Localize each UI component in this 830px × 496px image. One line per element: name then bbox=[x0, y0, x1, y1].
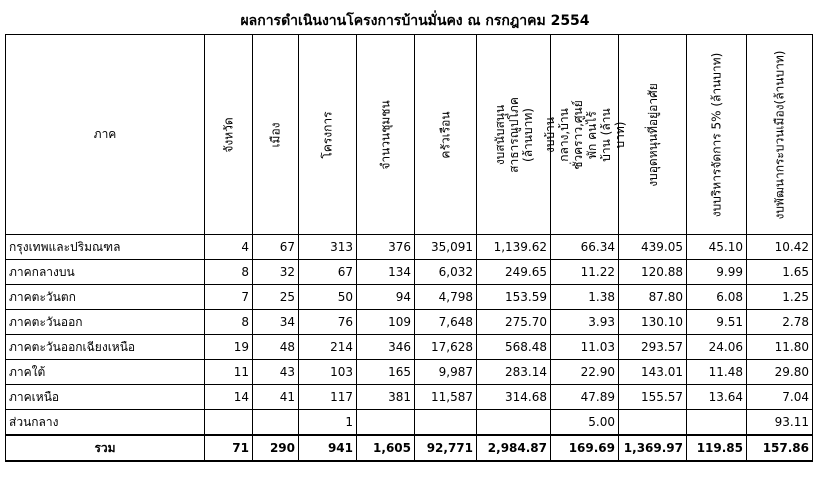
header-central-housing-budget: งบบ้านกลาง,บ้านชั่วคราว,ศูนย์พัก คนไร้บ้าน (ล้านบาท) bbox=[551, 35, 619, 235]
region-cell: ส่วนกลาง bbox=[6, 410, 205, 436]
header-communities: จำนวนชุมชน bbox=[357, 35, 415, 235]
value-cell: 22.90 bbox=[551, 360, 619, 385]
header-region: ภาค bbox=[6, 35, 205, 235]
value-cell: 1 bbox=[299, 410, 357, 436]
value-cell: 143.01 bbox=[619, 360, 687, 385]
value-cell: 283.14 bbox=[477, 360, 551, 385]
value-cell: 67 bbox=[299, 260, 357, 285]
value-cell: 3.93 bbox=[551, 310, 619, 335]
value-cell: 314.68 bbox=[477, 385, 551, 410]
value-cell: 346 bbox=[357, 335, 415, 360]
value-cell: 67 bbox=[253, 235, 299, 260]
value-cell: 117 bbox=[299, 385, 357, 410]
value-cell: 76 bbox=[299, 310, 357, 335]
value-cell bbox=[477, 410, 551, 436]
header-infrastructure-budget: งบสนับสนุนสาธารณูปโภค (ล้านบาท) bbox=[477, 35, 551, 235]
value-cell: 24.06 bbox=[687, 335, 747, 360]
value-cell: 48 bbox=[253, 335, 299, 360]
table-row bbox=[6, 285, 813, 310]
value-cell: 9.99 bbox=[687, 260, 747, 285]
value-cell: 109 bbox=[357, 310, 415, 335]
value-cell: 439.05 bbox=[619, 235, 687, 260]
value-cell: 1.38 bbox=[551, 285, 619, 310]
value-cell: 10.42 bbox=[747, 235, 813, 260]
value-cell: 19 bbox=[205, 335, 253, 360]
value-cell: 32 bbox=[253, 260, 299, 285]
value-cell: 6.08 bbox=[687, 285, 747, 310]
value-cell: 11.22 bbox=[551, 260, 619, 285]
value-cell: 11.03 bbox=[551, 335, 619, 360]
value-cell: 9.51 bbox=[687, 310, 747, 335]
value-cell: 275.70 bbox=[477, 310, 551, 335]
total-value-cell: 157.86 bbox=[747, 435, 813, 461]
value-cell bbox=[415, 410, 477, 436]
value-cell: 155.57 bbox=[619, 385, 687, 410]
value-cell: 11,587 bbox=[415, 385, 477, 410]
value-cell: 1,139.62 bbox=[477, 235, 551, 260]
value-cell: 5.00 bbox=[551, 410, 619, 436]
value-cell: 50 bbox=[299, 285, 357, 310]
total-row bbox=[6, 435, 813, 461]
value-cell: 11.48 bbox=[687, 360, 747, 385]
header-households: ครัวเรือน bbox=[415, 35, 477, 235]
header-city-development-budget: งบพัฒนากระบวนเมือง(ล้านบาท) bbox=[747, 35, 813, 235]
value-cell: 381 bbox=[357, 385, 415, 410]
header-management-budget: งบบริหารจัดการ 5% (ล้านบาท) bbox=[687, 35, 747, 235]
value-cell: 14 bbox=[205, 385, 253, 410]
value-cell: 4,798 bbox=[415, 285, 477, 310]
value-cell: 93.11 bbox=[747, 410, 813, 436]
value-cell: 94 bbox=[357, 285, 415, 310]
region-cell: ภาคตะวันออก bbox=[6, 310, 205, 335]
value-cell: 153.59 bbox=[477, 285, 551, 310]
value-cell: 165 bbox=[357, 360, 415, 385]
region-cell: ภาคใต้ bbox=[6, 360, 205, 385]
table-body bbox=[6, 235, 813, 436]
value-cell: 17,628 bbox=[415, 335, 477, 360]
value-cell: 41 bbox=[253, 385, 299, 410]
value-cell bbox=[687, 410, 747, 436]
total-value-cell: 1,605 bbox=[357, 435, 415, 461]
header-row bbox=[6, 35, 813, 235]
value-cell: 103 bbox=[299, 360, 357, 385]
header-housing-subsidy: งบอุดหนุนที่อยู่อาศัย bbox=[619, 35, 687, 235]
region-cell: ภาคเหนือ bbox=[6, 385, 205, 410]
value-cell: 29.80 bbox=[747, 360, 813, 385]
value-cell bbox=[619, 410, 687, 436]
value-cell: 8 bbox=[205, 310, 253, 335]
total-value-cell: 119.85 bbox=[687, 435, 747, 461]
region-cell: ภาคตะวันตก bbox=[6, 285, 205, 310]
value-cell: 35,091 bbox=[415, 235, 477, 260]
value-cell: 249.65 bbox=[477, 260, 551, 285]
value-cell: 4 bbox=[205, 235, 253, 260]
value-cell: 1.65 bbox=[747, 260, 813, 285]
table-row bbox=[6, 335, 813, 360]
value-cell: 25 bbox=[253, 285, 299, 310]
value-cell: 43 bbox=[253, 360, 299, 385]
value-cell: 9,987 bbox=[415, 360, 477, 385]
value-cell: 87.80 bbox=[619, 285, 687, 310]
value-cell: 6,032 bbox=[415, 260, 477, 285]
header-projects: โครงการ bbox=[299, 35, 357, 235]
value-cell bbox=[357, 410, 415, 436]
value-cell: 66.34 bbox=[551, 235, 619, 260]
results-table bbox=[5, 34, 813, 462]
value-cell: 214 bbox=[299, 335, 357, 360]
table-title: ผลการดำเนินงานโครงการบ้านมั่นคง ณ กรกฎาคม 2554 bbox=[240, 13, 590, 29]
value-cell: 11.80 bbox=[747, 335, 813, 360]
value-cell: 1.25 bbox=[747, 285, 813, 310]
total-value-cell: 941 bbox=[299, 435, 357, 461]
table-row bbox=[6, 260, 813, 285]
region-cell: ภาคกลางบน bbox=[6, 260, 205, 285]
value-cell: 134 bbox=[357, 260, 415, 285]
table-row bbox=[6, 235, 813, 260]
table-row bbox=[6, 385, 813, 410]
value-cell: 2.78 bbox=[747, 310, 813, 335]
total-value-cell: 290 bbox=[253, 435, 299, 461]
value-cell: 568.48 bbox=[477, 335, 551, 360]
total-value-cell: 169.69 bbox=[551, 435, 619, 461]
table-row bbox=[6, 410, 813, 436]
value-cell: 313 bbox=[299, 235, 357, 260]
value-cell: 7.04 bbox=[747, 385, 813, 410]
value-cell: 376 bbox=[357, 235, 415, 260]
total-value-cell: 1,369.97 bbox=[619, 435, 687, 461]
value-cell: 8 bbox=[205, 260, 253, 285]
total-value-cell: 2,984.87 bbox=[477, 435, 551, 461]
header-cities: เมือง bbox=[253, 35, 299, 235]
total-value-cell: 71 bbox=[205, 435, 253, 461]
value-cell bbox=[205, 410, 253, 436]
value-cell: 7,648 bbox=[415, 310, 477, 335]
header-provinces: จังหวัด bbox=[205, 35, 253, 235]
value-cell: 293.57 bbox=[619, 335, 687, 360]
table-row bbox=[6, 360, 813, 385]
table-row bbox=[6, 310, 813, 335]
total-label: รวม bbox=[6, 435, 205, 461]
value-cell: 7 bbox=[205, 285, 253, 310]
value-cell: 130.10 bbox=[619, 310, 687, 335]
value-cell: 13.64 bbox=[687, 385, 747, 410]
region-cell: กรุงเทพและปริมณฑล bbox=[6, 235, 205, 260]
value-cell: 34 bbox=[253, 310, 299, 335]
value-cell: 120.88 bbox=[619, 260, 687, 285]
region-cell: ภาคตะวันออกเฉียงเหนือ bbox=[6, 335, 205, 360]
value-cell: 11 bbox=[205, 360, 253, 385]
value-cell: 45.10 bbox=[687, 235, 747, 260]
value-cell: 47.89 bbox=[551, 385, 619, 410]
value-cell bbox=[253, 410, 299, 436]
total-value-cell: 92,771 bbox=[415, 435, 477, 461]
